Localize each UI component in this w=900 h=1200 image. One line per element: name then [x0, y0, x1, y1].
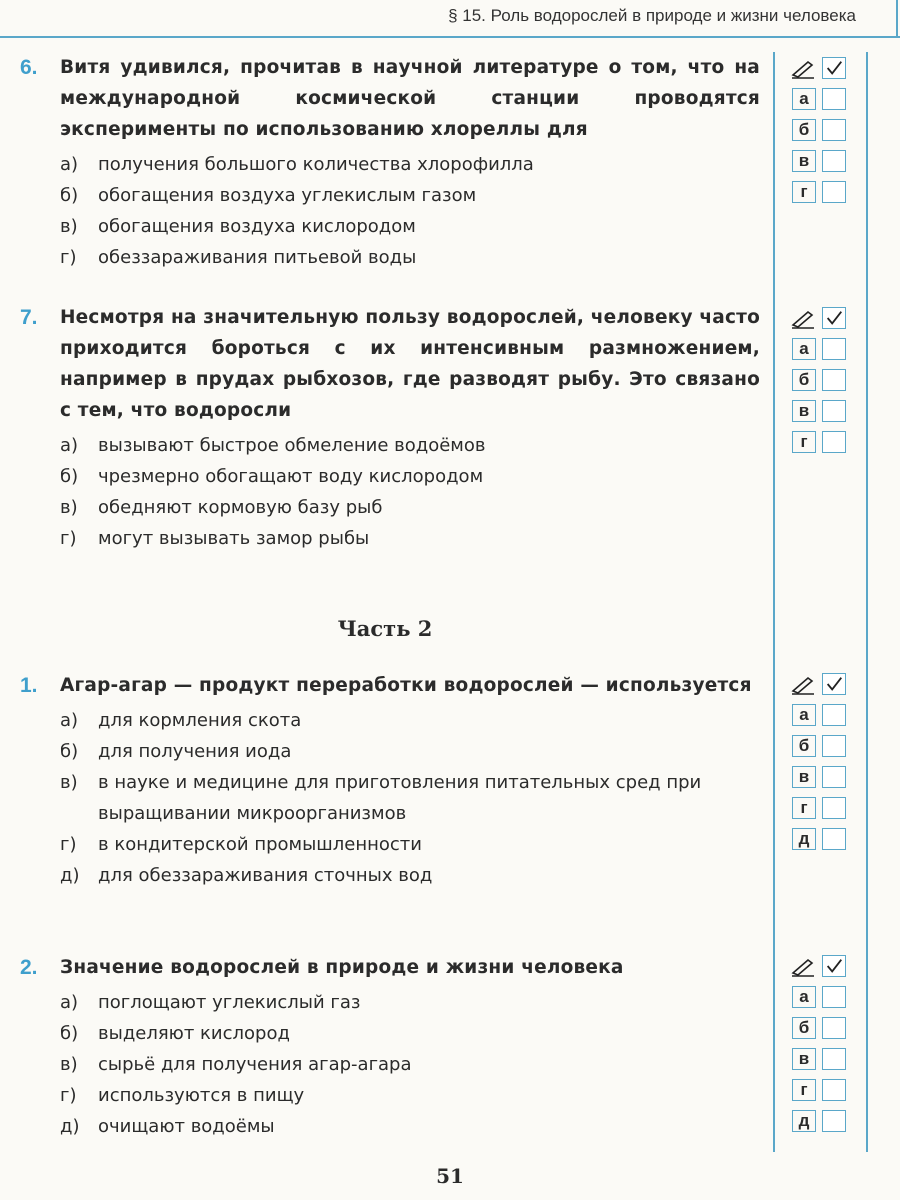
- question-6: [20, 52, 760, 273]
- answer-checkbox[interactable]: [822, 1017, 846, 1039]
- option-letter: б): [60, 466, 79, 487]
- answer-checkbox[interactable]: [822, 986, 846, 1008]
- option-a: [60, 705, 760, 736]
- checkmark-icon: [822, 955, 846, 977]
- answer-row-c: [789, 1046, 857, 1071]
- answer-letter: д: [792, 828, 816, 850]
- answer-boxes-p2-q2: [789, 954, 857, 1139]
- answer-letter: в: [792, 1048, 816, 1070]
- option-letter: д): [60, 1116, 80, 1137]
- option-text: в кондитерской промышленности: [98, 834, 422, 855]
- answer-checkbox[interactable]: [822, 119, 846, 141]
- answer-letter: в: [792, 766, 816, 788]
- answer-checkbox[interactable]: [822, 1048, 846, 1070]
- answer-checkbox[interactable]: [822, 735, 846, 757]
- answer-boxes-q6: [789, 56, 857, 210]
- option-text: обогащения воздуха кислородом: [98, 216, 416, 237]
- question-number: 6.: [20, 56, 38, 79]
- option-e: [60, 1111, 760, 1142]
- option-text: используются в пищу: [98, 1085, 305, 1106]
- options-list: [60, 149, 760, 273]
- option-letter: в): [60, 1054, 78, 1075]
- answer-row-c: [789, 398, 857, 423]
- answer-letter: г: [792, 181, 816, 203]
- option-text: сырьё для получения агар-агара: [98, 1054, 412, 1075]
- answer-header: [789, 56, 857, 80]
- question-number: 2.: [20, 956, 38, 979]
- answer-checkbox[interactable]: [822, 88, 846, 110]
- option-d: [60, 1080, 760, 1111]
- answer-letter: а: [792, 704, 816, 726]
- question-number: 7.: [20, 306, 38, 329]
- answer-header: [789, 306, 857, 330]
- option-text: для обеззараживания сточных вод: [98, 865, 433, 886]
- option-c: [60, 767, 760, 829]
- answer-row-b: [789, 367, 857, 392]
- pencil-icon: [790, 955, 816, 977]
- question-text: Значение водорослей в природе и жизни человека: [60, 957, 624, 978]
- option-c: [60, 492, 760, 523]
- option-b: [60, 1018, 760, 1049]
- answer-letter: г: [792, 797, 816, 819]
- answer-checkbox[interactable]: [822, 338, 846, 360]
- answer-letter: б: [792, 735, 816, 757]
- option-text: могут вызывать замор рыбы: [98, 528, 370, 549]
- option-e: [60, 860, 760, 891]
- section-title: § 15. Роль водорослей в природе и жизни человека: [448, 6, 856, 25]
- answer-letter: в: [792, 150, 816, 172]
- option-text: получения большого количества хлорофилла: [98, 154, 534, 175]
- option-text: очищают водоёмы: [98, 1116, 275, 1137]
- answer-row-b: [789, 733, 857, 758]
- option-letter: г): [60, 247, 77, 268]
- option-letter: а): [60, 435, 79, 456]
- option-text: обогащения воздуха углекислым газом: [98, 185, 477, 206]
- answer-letter: а: [792, 338, 816, 360]
- answer-boxes-p2-q1: [789, 672, 857, 857]
- answer-checkbox[interactable]: [822, 828, 846, 850]
- checkmark-icon: [822, 673, 846, 695]
- question-number: 1.: [20, 674, 38, 697]
- answer-row-b: [789, 117, 857, 142]
- answer-checkbox[interactable]: [822, 797, 846, 819]
- pencil-icon: [790, 57, 816, 79]
- answer-row-d: [789, 1077, 857, 1102]
- answer-letter: д: [792, 1110, 816, 1132]
- option-text: для кормления скота: [98, 710, 302, 731]
- answer-checkbox[interactable]: [822, 766, 846, 788]
- answer-row-c: [789, 148, 857, 173]
- answer-row-e: [789, 1108, 857, 1133]
- option-a: [60, 430, 760, 461]
- checkmark-icon: [822, 307, 846, 329]
- option-b: [60, 461, 760, 492]
- answer-letter: в: [792, 400, 816, 422]
- option-letter: б): [60, 1023, 79, 1044]
- option-text: вызывают быстрое обмеление водоёмов: [98, 435, 486, 456]
- checkmark-icon: [822, 57, 846, 79]
- option-d: [60, 242, 760, 273]
- option-letter: а): [60, 992, 79, 1013]
- options-list: [60, 705, 760, 891]
- option-text: в науке и медицине для приготовления питательных сред при выращивании микроорганизмов: [98, 772, 702, 824]
- answer-checkbox[interactable]: [822, 369, 846, 391]
- option-text: для получения иода: [98, 741, 292, 762]
- answer-header: [789, 672, 857, 696]
- question-text: Несмотря на значительную пользу водорослей, человеку часто приходится бороться с их интенсивным размножением, например в прудах рыбхозов, где разводят рыбу. Это связано с тем, что водоросли: [60, 307, 760, 421]
- option-text: обеззараживания питьевой воды: [98, 247, 417, 268]
- answer-letter: б: [792, 119, 816, 141]
- option-letter: б): [60, 185, 79, 206]
- answer-row-c: [789, 764, 857, 789]
- answer-column-edge: [866, 52, 868, 1152]
- option-text: поглощают углекислый газ: [98, 992, 361, 1013]
- answer-checkbox[interactable]: [822, 431, 846, 453]
- answer-boxes-q7: [789, 306, 857, 460]
- answer-checkbox[interactable]: [822, 704, 846, 726]
- pencil-icon: [790, 307, 816, 329]
- answer-row-d: [789, 429, 857, 454]
- part-heading: Часть 2: [337, 616, 433, 641]
- options-list: [60, 430, 760, 554]
- answer-row-b: [789, 1015, 857, 1040]
- answer-letter: б: [792, 369, 816, 391]
- option-text: чрезмерно обогащают воду кислородом: [98, 466, 484, 487]
- option-c: [60, 211, 760, 242]
- answer-row-a: [789, 336, 857, 361]
- answer-row-d: [789, 179, 857, 204]
- pencil-icon: [790, 673, 816, 695]
- option-letter: а): [60, 710, 79, 731]
- answer-row-e: [789, 826, 857, 851]
- option-d: [60, 523, 760, 554]
- page-number: 51: [436, 1164, 464, 1188]
- answer-row-a: [789, 86, 857, 111]
- option-a: [60, 149, 760, 180]
- option-letter: г): [60, 528, 77, 549]
- header-edge-line: [896, 0, 898, 36]
- option-b: [60, 736, 760, 767]
- answer-column-divider: [773, 52, 775, 1152]
- option-letter: в): [60, 772, 78, 793]
- options-list: [60, 987, 760, 1142]
- answer-checkbox[interactable]: [822, 1079, 846, 1101]
- question-7: [20, 302, 760, 554]
- option-d: [60, 829, 760, 860]
- option-a: [60, 987, 760, 1018]
- answer-row-a: [789, 702, 857, 727]
- option-letter: в): [60, 497, 78, 518]
- answer-letter: б: [792, 1017, 816, 1039]
- option-letter: в): [60, 216, 78, 237]
- question-p2-1: [20, 670, 760, 891]
- answer-letter: а: [792, 986, 816, 1008]
- answer-letter: г: [792, 431, 816, 453]
- option-letter: б): [60, 741, 79, 762]
- option-letter: д): [60, 865, 80, 886]
- option-text: обедняют кормовую базу рыб: [98, 497, 383, 518]
- answer-checkbox[interactable]: [822, 181, 846, 203]
- option-c: [60, 1049, 760, 1080]
- answer-checkbox[interactable]: [822, 1110, 846, 1132]
- answer-checkbox[interactable]: [822, 150, 846, 172]
- option-text: выделяют кислород: [98, 1023, 290, 1044]
- question-text: Агар-агар — продукт переработки водорослей — используется: [60, 675, 752, 696]
- answer-header: [789, 954, 857, 978]
- answer-checkbox[interactable]: [822, 400, 846, 422]
- answer-letter: г: [792, 1079, 816, 1101]
- page-header: [0, 0, 900, 38]
- question-p2-2: [20, 952, 760, 1142]
- answer-letter: а: [792, 88, 816, 110]
- answer-row-a: [789, 984, 857, 1009]
- answer-row-d: [789, 795, 857, 820]
- option-letter: г): [60, 1085, 77, 1106]
- option-letter: г): [60, 834, 77, 855]
- option-letter: а): [60, 154, 79, 175]
- option-b: [60, 180, 760, 211]
- question-text: Витя удивился, прочитав в научной литературе о том, что на международной космической станции проводятся эксперименты по использованию хлореллы для: [60, 57, 760, 140]
